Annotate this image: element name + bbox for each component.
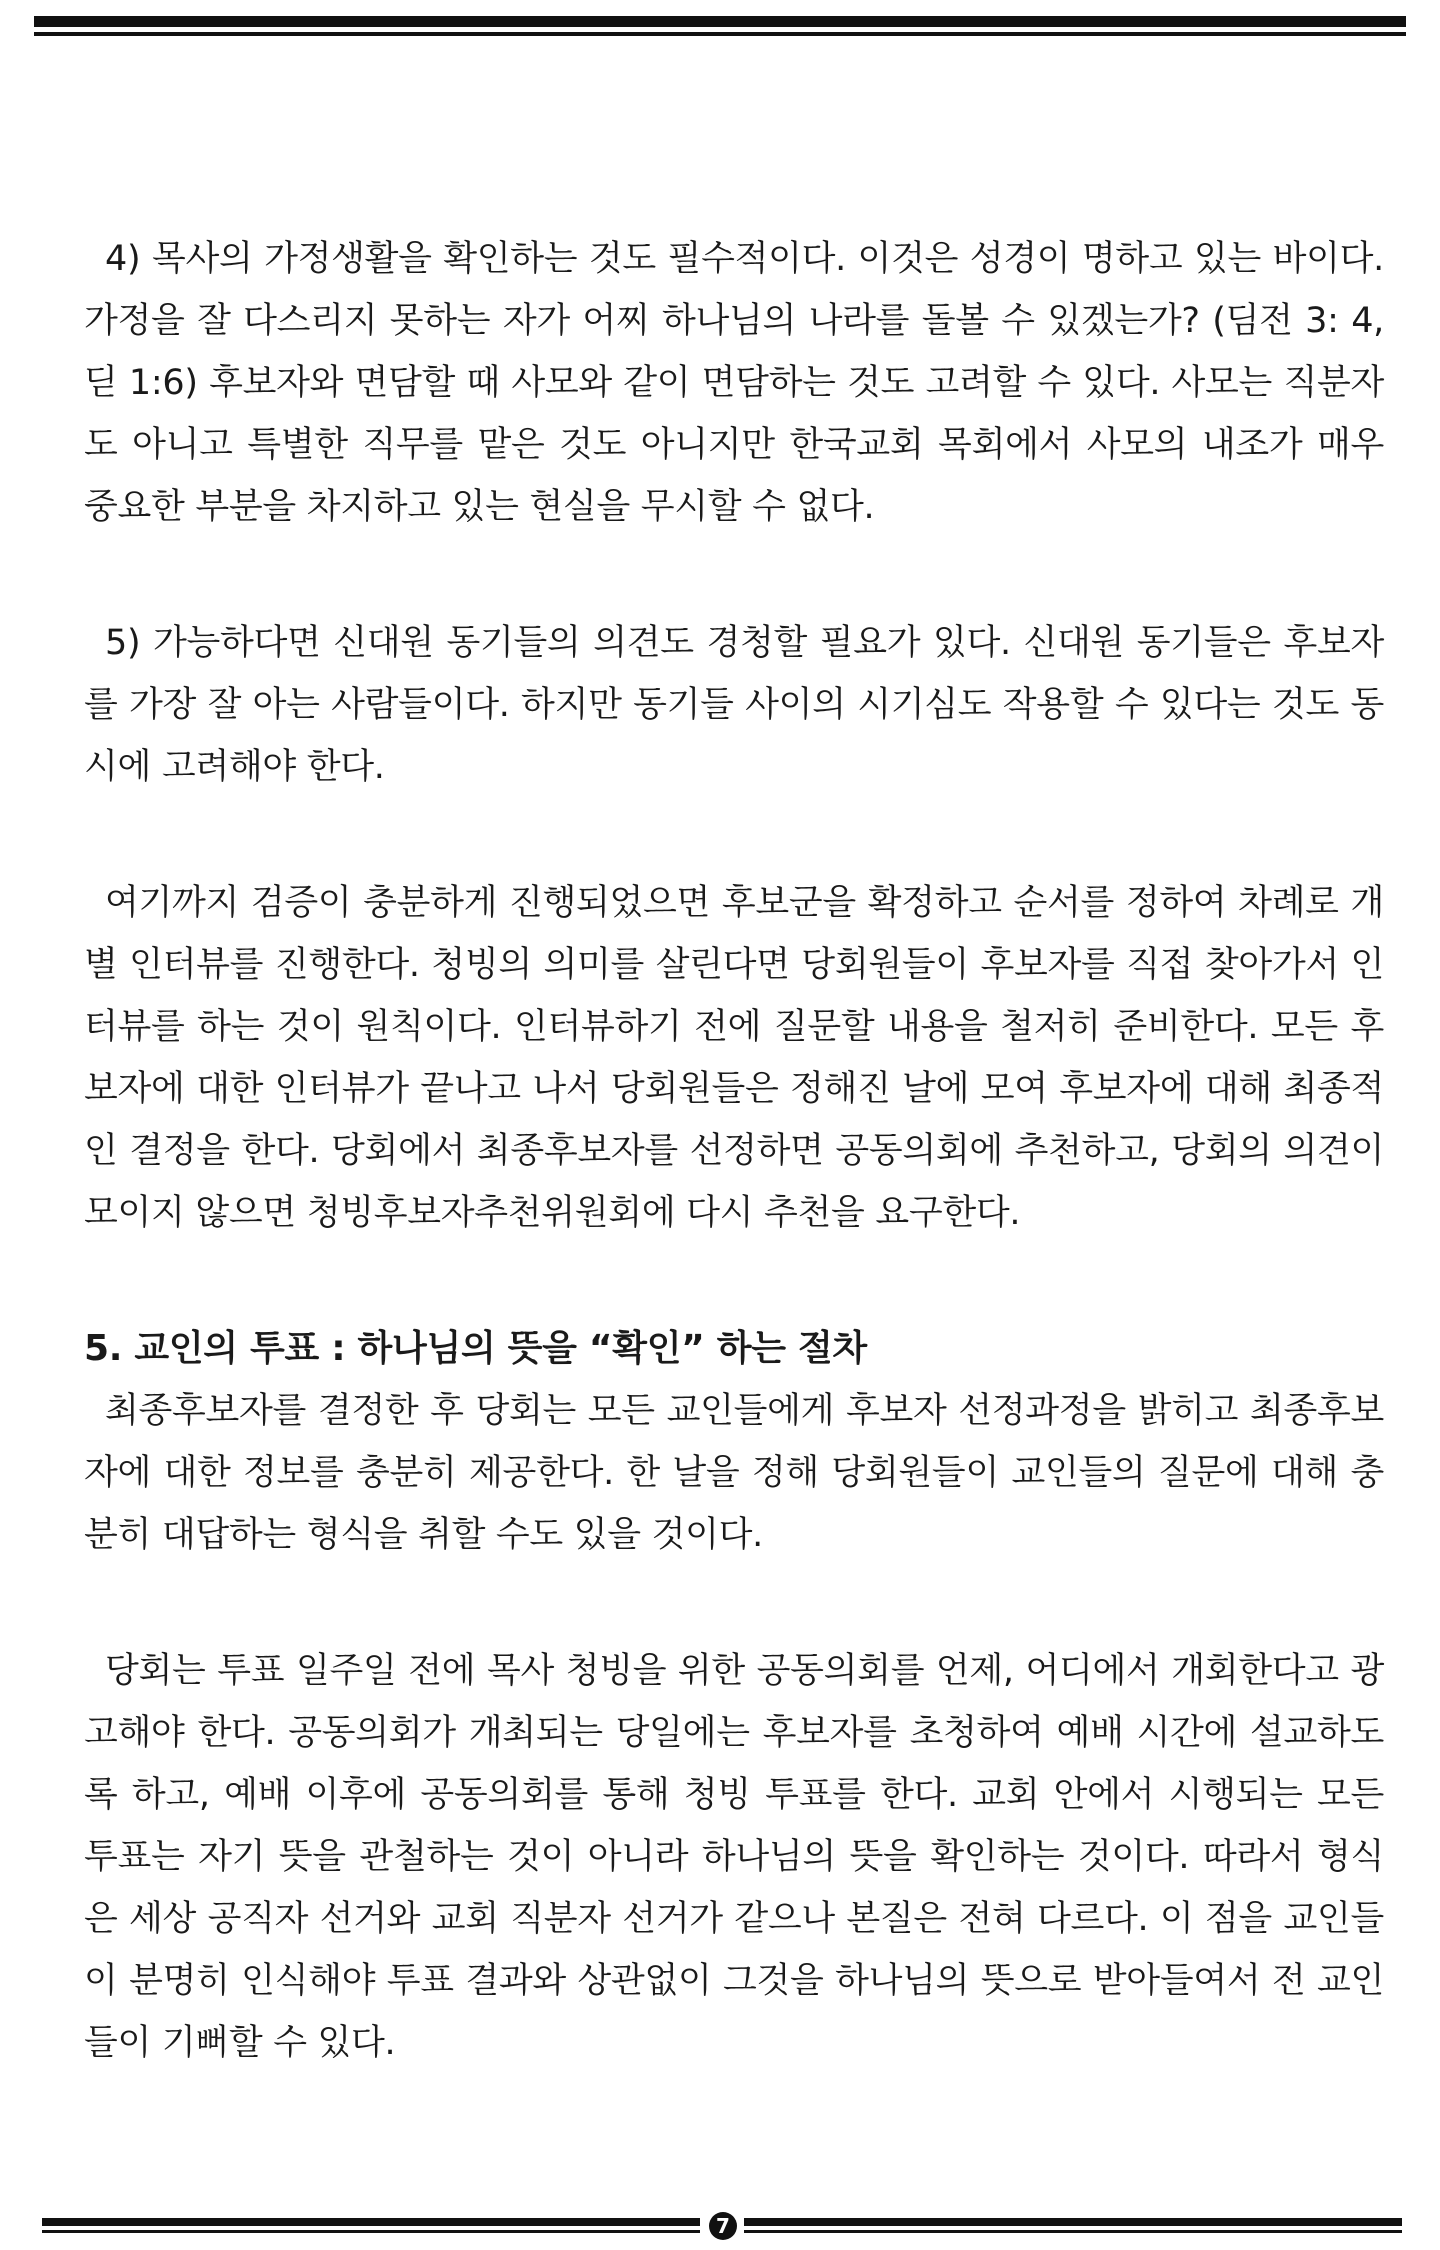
top-border-thin-line bbox=[34, 32, 1406, 36]
section-heading: 5. 교인의 투표 : 하나님의 뜻을 “확인” 하는 절차 bbox=[84, 1328, 867, 1369]
top-border-thick-line bbox=[34, 16, 1406, 27]
paragraph-candidate-info: 최종후보자를 결정한 후 당회는 모든 교인들에게 후보자 선정과정을 밝히고 최종후보자에 대한 정보를 충분히 제공한다. 한 날을 정해 당회원들이 교인들의 질문에 대해 충분히 대답하는 형식을 취할 수도 있을 것이다. bbox=[84, 1391, 1384, 1555]
paragraph-seminary-peers: 5) 가능하다면 신대원 동기들의 의견도 경청할 필요가 있다. 신대원 동기들은 후보자를 가장 잘 아는 사람들이다. 하지만 동기들 사이의 시기심도 작용할 수 있다는 것도 동시에 고려해야 한다. bbox=[84, 623, 1384, 787]
top-border-rule bbox=[34, 16, 1406, 36]
page-number-badge: 7 bbox=[709, 2212, 737, 2240]
bottom-left-thin-line bbox=[42, 2230, 700, 2233]
bottom-border-rule bbox=[42, 2212, 1402, 2242]
bottom-right-thick-line bbox=[744, 2218, 1402, 2226]
paragraph-voting: 당회는 투표 일주일 전에 목사 청빙을 위한 공동의회를 언제, 어디에서 개회한다고 광고해야 한다. 공동의회가 개최되는 당일에는 후보자를 초청하여 예배 시간에 설교하도록 하고, 예배 이후에 공동의회를 통해 청빙 투표를 한다. 교회 안에서 시행되는 모든 투표는 자기 뜻을 관철하는 것이 아니라 하나님의 뜻을 확인하는 것이다. 따라서 형식은 세상 공직자 선거와 교회 직분자 선거가 같으나 본질은 전혀 다르다. 이 점을 교인들이 분명히 인식해야 투표 결과와 상관없이 그것을 하나님의 뜻으로 받아들여서 전 교인들이 기뻐할 수 있다. bbox=[84, 1651, 1384, 2063]
bottom-left-thick-line bbox=[42, 2218, 700, 2226]
page-body bbox=[84, 228, 1384, 2148]
bottom-right-thin-line bbox=[744, 2230, 1402, 2233]
paragraph-family-life: 4) 목사의 가정생활을 확인하는 것도 필수적이다. 이것은 성경이 명하고 있는 바이다. 가정을 잘 다스리지 못하는 자가 어찌 하나님의 나라를 돌볼 수 있겠는가? (딤전 3: 4, 딛 1:6) 후보자와 면담할 때 사모와 같이 면담하는 것도 고려할 수 있다. 사모는 직분자도 아니고 특별한 직무를 맡은 것도 아니지만 한국교회 목회에서 사모의 내조가 매우 중요한 부분을 차지하고 있는 현실을 무시할 수 없다. bbox=[84, 239, 1384, 527]
paragraph-interviews: 여기까지 검증이 충분하게 진행되었으면 후보군을 확정하고 순서를 정하여 차례로 개별 인터뷰를 진행한다. 청빙의 의미를 살린다면 당회원들이 후보자를 직접 찾아가서 인터뷰를 하는 것이 원칙이다. 인터뷰하기 전에 질문할 내용을 철저히 준비한다. 모든 후보자에 대한 인터뷰가 끝나고 나서 당회원들은 정해진 날에 모여 후보자에 대해 최종적인 결정을 한다. 당회에서 최종후보자를 선정하면 공동의회에 추천하고, 당회의 의견이 모이지 않으면 청빙후보자추천위원회에 다시 추천을 요구한다. bbox=[84, 883, 1384, 1233]
